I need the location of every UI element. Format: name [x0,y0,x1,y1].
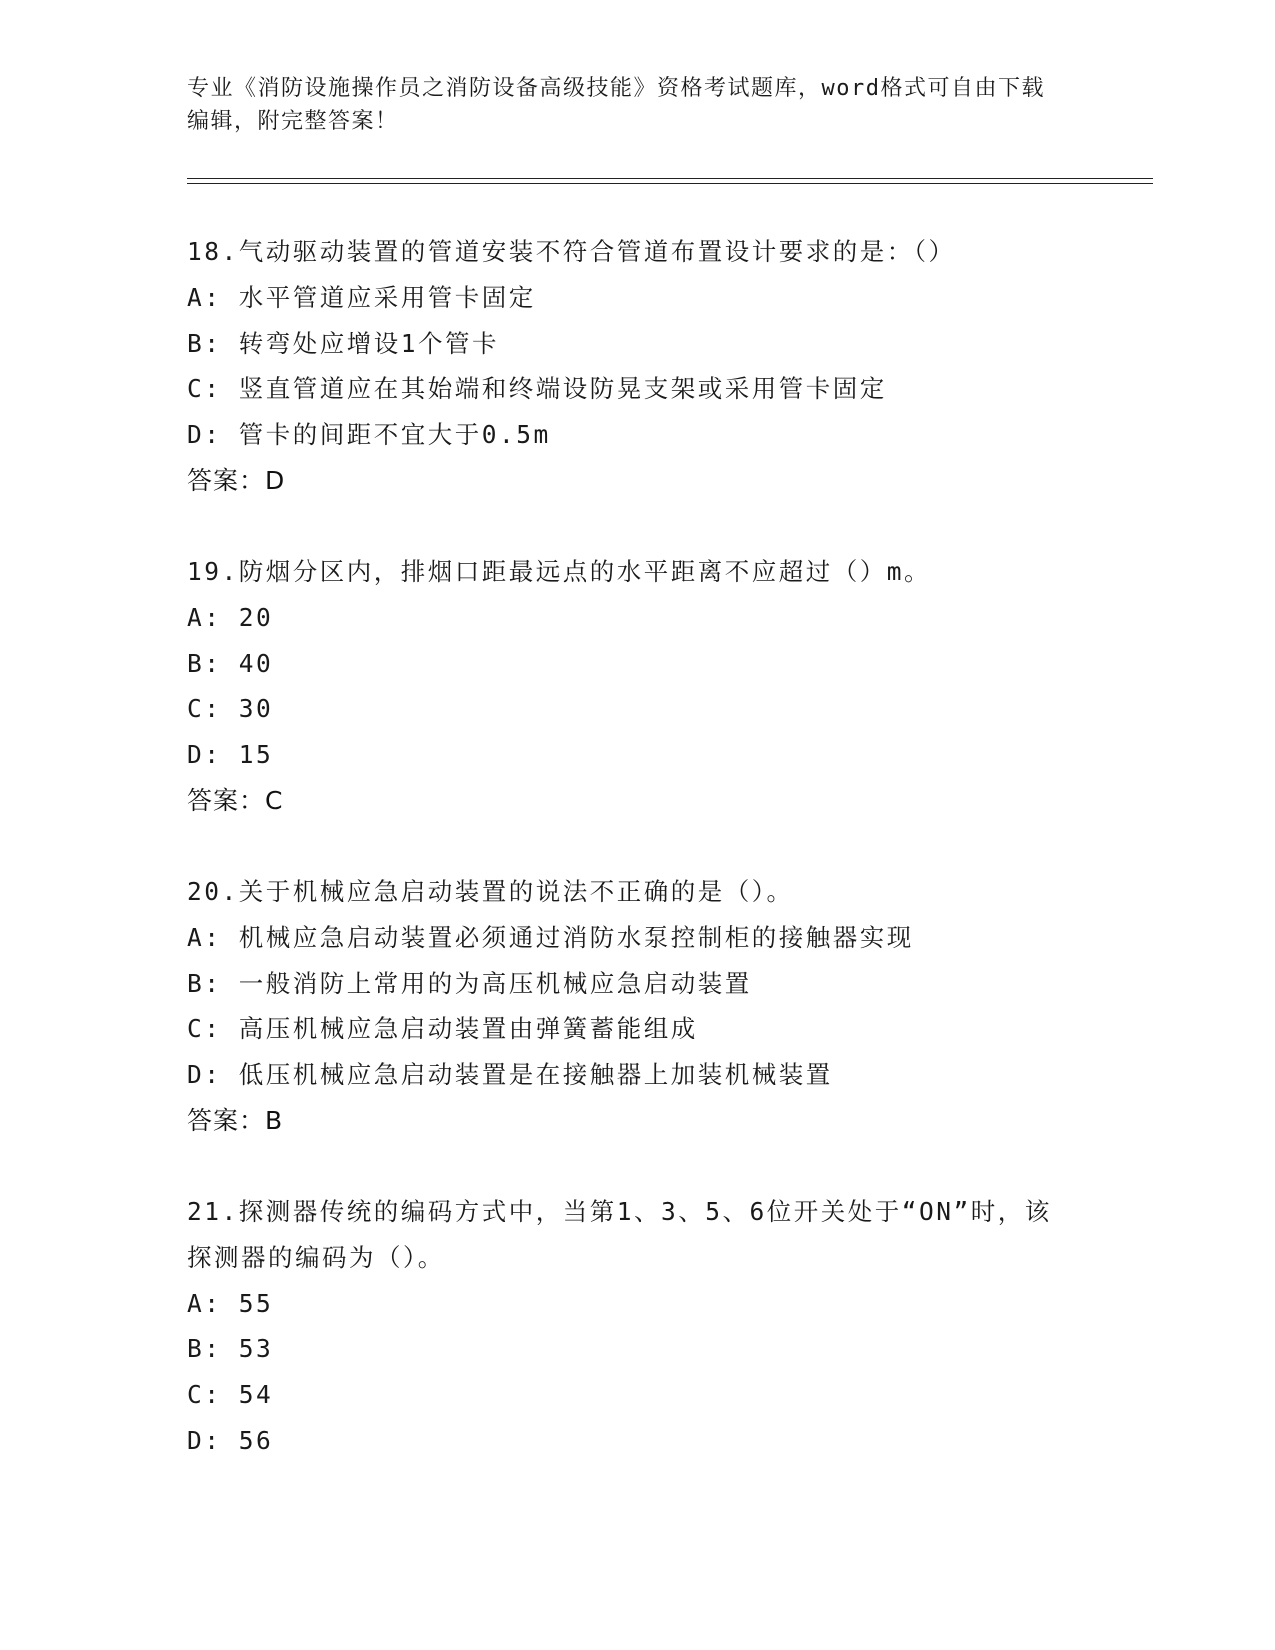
option-a: A: 55 [187,1288,274,1318]
question-20 [187,869,1087,1144]
header-divider-bottom [187,183,1153,184]
answer: 答案：B [187,1105,284,1135]
option-c: C: 高压机械应急启动装置由弹簧蓄能组成 [187,1014,698,1044]
answer: 答案：C [187,785,284,815]
document-intro: 专业《消防设施操作员之消防设备高级技能》资格考试题库，word格式可自由下载编辑，附完整答案！ [187,76,1045,134]
option-a: A: 20 [187,602,274,632]
option-b: B: 一般消防上常用的为高压机械应急启动装置 [187,968,752,998]
answer: 答案：D [187,465,286,495]
question-21 [187,1189,1087,1464]
question-stem: 20.关于机械应急启动装置的说法不正确的是（）。 [187,877,794,906]
option-c: C: 54 [187,1380,274,1410]
option-a: A: 机械应急启动装置必须通过消防水泵控制柜的接触器实现 [187,922,914,952]
option-c: C: 竖直管道应在其始端和终端设防晃支架或采用管卡固定 [187,374,887,404]
option-b: B: 40 [187,648,274,678]
option-d: D: 15 [187,740,274,770]
question-stem: 18.气动驱动装置的管道安装不符合管道布置设计要求的是：（） [187,237,956,266]
header-divider-top [187,178,1153,179]
option-c: C: 30 [187,694,274,724]
question-stem: 19.防烟分区内，排烟口距最远点的水平距离不应超过（）m。 [187,557,931,586]
question-18 [187,229,1087,504]
question-19 [187,549,1087,824]
question-stem: 21.探测器传统的编码方式中，当第1、3、5、6位开关处于“ON”时，该探测器的编码为（）。 [187,1197,1052,1272]
option-a: A: 水平管道应采用管卡固定 [187,282,536,312]
option-d: D: 56 [187,1425,274,1455]
option-d: D: 低压机械应急启动装置是在接触器上加装机械装置 [187,1060,833,1090]
option-d: D: 管卡的间距不宜大于0.5m [187,420,551,450]
option-b: B: 53 [187,1334,274,1364]
option-b: B: 转弯处应增设1个管卡 [187,328,499,358]
